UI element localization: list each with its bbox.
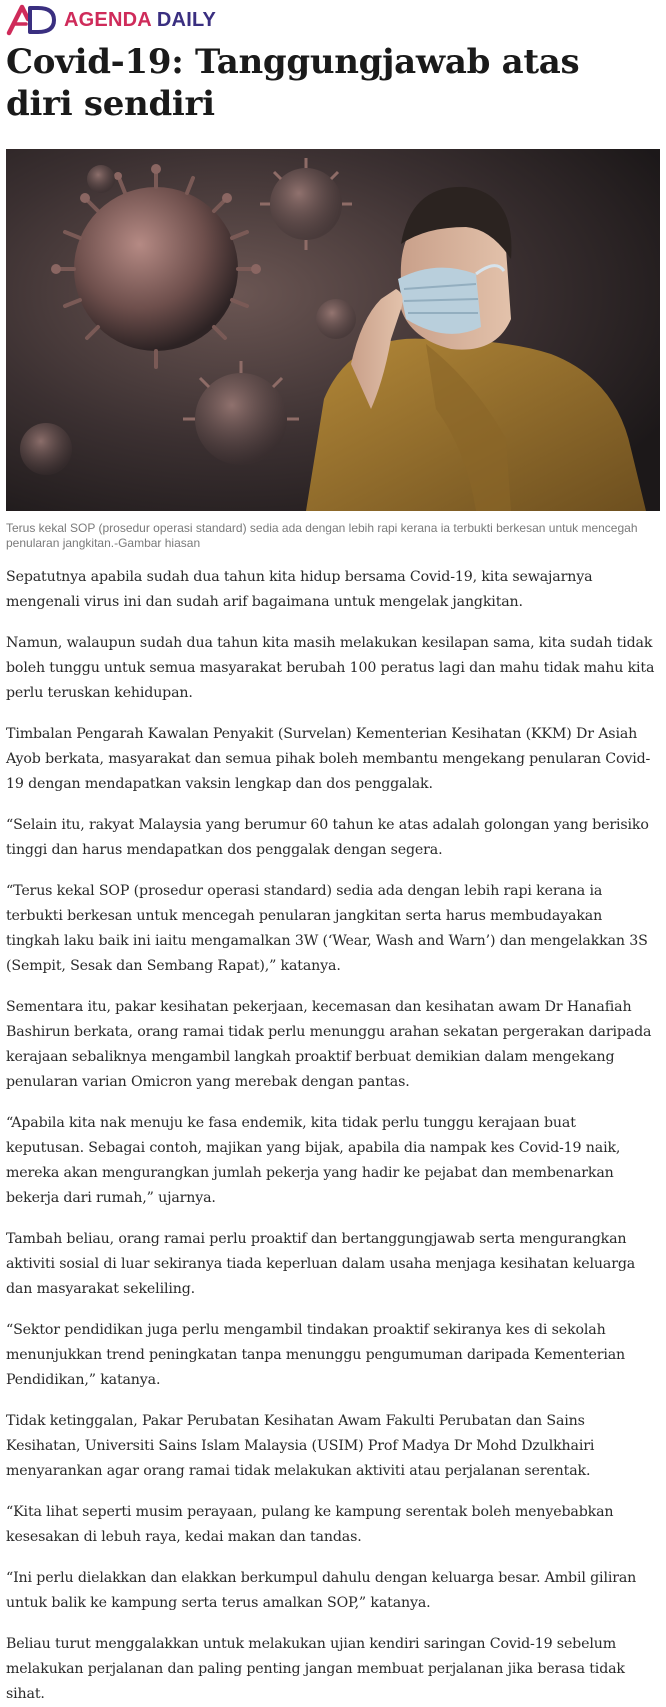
article-title: Covid-19: Tanggungjawab atas diri sendiri: [6, 42, 580, 124]
article-paragraph: “Terus kekal SOP (prosedur operasi standard) sedia ada dengan lebih rapi kerana ia terbukti berkesan untuk mencegah penularan jangkitan serta harus membudayakan tingkah laku baik ini iaitu mengamalkan 3W (‘Wear, Wash and Warn’) dan mengelakkan 3S (Sempit, Sesak dan Sembang Rapat),” katanya.: [6, 883, 648, 974]
brand-word-daily: DAILY: [156, 8, 217, 31]
article-paragraph: Namun, walaupun sudah dua tahun kita masih melakukan kesilapan sama, kita sudah tidak boleh tunggu untuk semua masyarakat berubah 100 peratus lagi dan mahu tidak mahu kita perlu teruskan kehidupan.: [6, 635, 655, 701]
article-paragraph: Tambah beliau, orang ramai perlu proaktif dan bertanggungjawab serta mengurangkan aktiviti sosial di luar sekiranya tiada keperluan dalam usaha menjaga kesihatan keluarga dan masyarakat sekeliling.: [6, 1231, 636, 1297]
article-paragraph: Sementara itu, pakar kesihatan pekerjaan, kecemasan dan kesihatan awam Dr Hanafiah Bashirun berkata, orang ramai tidak perlu menunggu arahan sekatan pergerakan daripada kerajaan sebaliknya mengambil langkah proaktif berbuat demikian dalam mengekang penularan varian Omicron yang merebak dengan pantas.: [6, 999, 652, 1090]
site-header: [6, 0, 660, 38]
brand-word-agenda: AGENDA: [64, 8, 152, 31]
article-paragraph: “Apabila kita nak menuju ke fasa endemik, kita tidak perlu tunggu kerajaan buat keputusan. Sebagai contoh, majikan yang bijak, apabila dia nampak kes Covid-19 naik, mereka akan mengurangkan jumlah pekerja yang hadir ke pejabat dan membenarkan bekerja dari rumah,” ujarnya.: [6, 1115, 621, 1206]
article-paragraph: Tidak ketinggalan, Pakar Perubatan Kesihatan Awam Fakulti Perubatan dan Sains Kesihatan, Universiti Sains Islam Malaysia (USIM) Prof Madya Dr Mohd Dzulkhairi menyarankan agar orang ramai tidak melakukan aktiviti atau perjalanan serentak.: [6, 1413, 595, 1479]
image-caption: Terus kekal SOP (prosedur operasi standard) sedia ada dengan lebih rapi kerana ia terbukti berkesan untuk mencegah penularan jangkitan.-Gambar hiasan: [6, 521, 638, 550]
article-body: [6, 565, 656, 1707]
article-paragraph: Sepatutnya apabila sudah dua tahun kita hidup bersama Covid-19, kita sewajarnya mengenali virus ini dan sudah arif bagaimana untuk mengelak jangkitan.: [6, 569, 593, 610]
man-wearing-mask-virus-illustration: [6, 149, 660, 511]
article-paragraph: “Sektor pendidikan juga perlu mengambil tindakan proaktif sekiranya kes di sekolah menunjukkan trend peningkatan tanpa menunggu pengumuman daripada Kementerian Pendidikan,” katanya.: [6, 1322, 626, 1388]
article-paragraph: “Ini perlu dielakkan dan elakkan berkumpul dahulu dengan keluarga besar. Ambil giliran untuk balik ke kampung serta terus amalkan SOP,” katanya.: [6, 1570, 637, 1611]
agenda-daily-logo-icon[interactable]: [6, 4, 60, 36]
article-paragraph: Timbalan Pengarah Kawalan Penyakit (Survelan) Kementerian Kesihatan (KKM) Dr Asiah Ayob berkata, masyarakat dan semua pihak boleh membantu mengekang penularan Covid-19 dengan mendapatkan vaksin lengkap dan dos penggalak.: [6, 726, 651, 792]
article-paragraph: “Kita lihat seperti musim perayaan, pulang ke kampung serentak boleh menyebabkan kesesakan di lebuh raya, kedai makan dan tandas.: [6, 1504, 614, 1545]
site-brand-name[interactable]: [64, 9, 216, 32]
article-paragraph: Beliau turut menggalakkan untuk melakukan ujian kendiri saringan Covid-19 sebelum melakukan perjalanan dan paling penting jangan membuat perjalanan jika berasa tidak sihat.: [6, 1636, 625, 1702]
hero-image: [6, 149, 660, 511]
article-paragraph: “Selain itu, rakyat Malaysia yang berumur 60 tahun ke atas adalah golongan yang berisiko tinggi dan harus mendapatkan dos penggalak dengan segera.: [6, 817, 649, 858]
